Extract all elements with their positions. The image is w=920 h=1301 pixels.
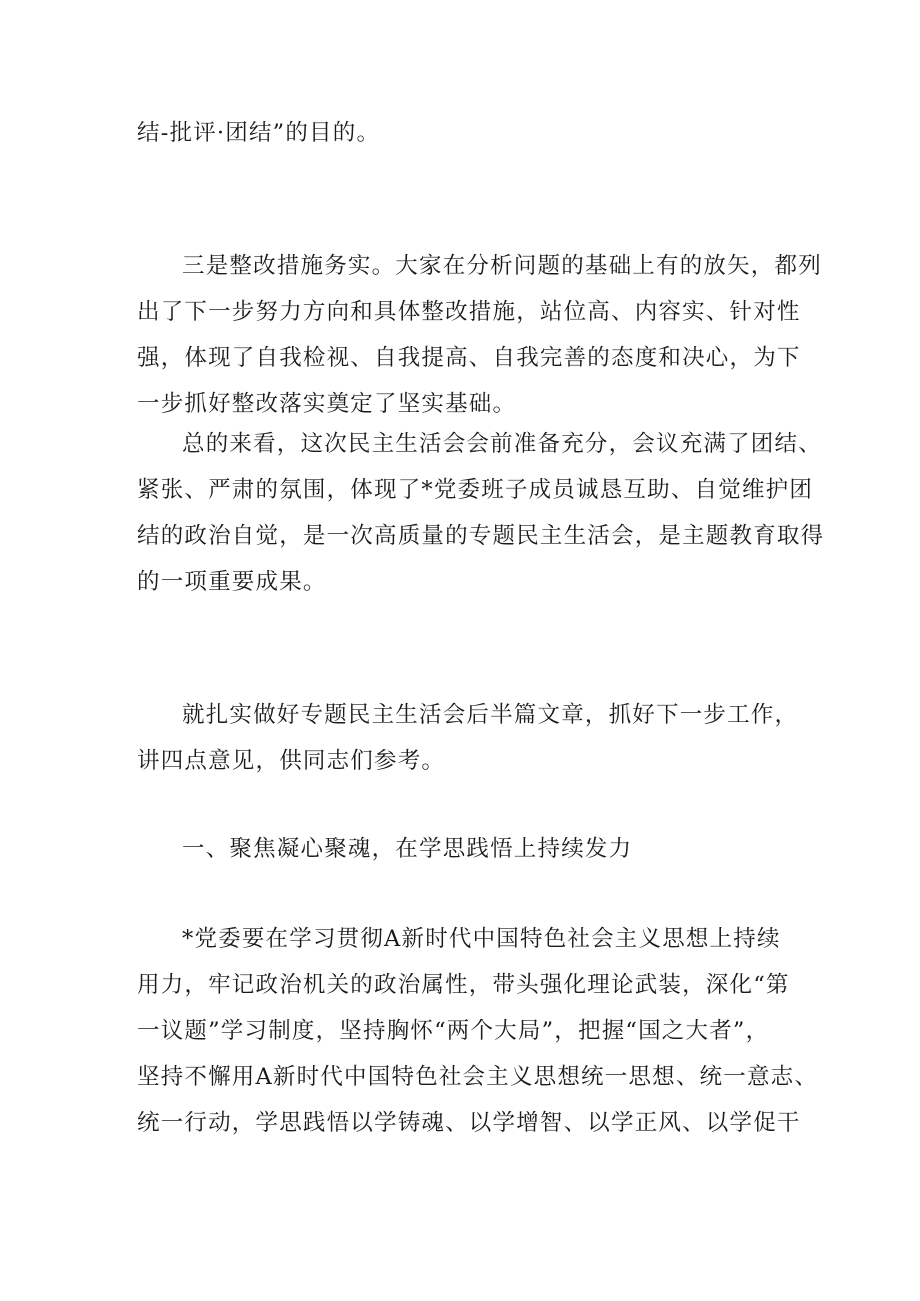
paragraph-study	[137, 916, 819, 1146]
text-line: 的一项重要成果。	[137, 569, 327, 595]
text-line: 一、聚焦凝心聚魂，在学思践悟上持续发力	[182, 836, 633, 862]
text-line: 一步抓好整改落实奠定了坚实基础。	[137, 391, 517, 417]
paragraph-rectification	[137, 243, 822, 427]
text-line: 就扎实做好专题民主生活会后半篇文章，抓好下一步工作，	[182, 702, 799, 728]
paragraph-four-points	[137, 692, 797, 784]
section-heading	[137, 826, 797, 872]
text-line: 结的政治自觉，是一次高质量的专题民主生活会，是主题教育取得	[137, 523, 825, 549]
text-line: 紧张、严肃的氛围，体现了*党委班子成员诚恳互助、自觉维护团	[137, 477, 814, 503]
text-line: *党委要在学习贯彻A新时代中国特色社会主义思想上持续	[182, 926, 781, 952]
text-line: 总的来看，这次民主生活会会前准备充分，会议充满了团结、	[182, 431, 822, 457]
text-line: 三是整改措施务实。大家在分析问题的基础上有的放矢，都列	[182, 253, 822, 279]
text-line: 出了下一步努力方向和具体整改措施，站位高、内容实、针对性	[137, 299, 801, 325]
text-line: 统一行动，学思践悟以学铸魂、以学增智、以学正风、以学促干	[137, 1110, 801, 1136]
text-line: 强，体现了自我检视、自我提高、自我完善的态度和决心，为下	[137, 345, 801, 371]
paragraph-summary	[137, 421, 825, 605]
text-line: 一议题”学习制度，坚持胸怀“两个大局”，把握“国之大者”，	[137, 1018, 770, 1044]
text-line: 坚持不懈用A新时代中国特色社会主义思想统一思想、统一意志、	[137, 1064, 819, 1090]
text-line: 结-批评·团结”的目的。	[137, 120, 381, 146]
text-line: 用力，牢记政治机关的政治属性，带头强化理论武装，深化“第	[137, 972, 790, 998]
text-line: 讲四点意见，供同志们参考。	[137, 748, 446, 774]
paragraph-continuation	[137, 110, 797, 156]
